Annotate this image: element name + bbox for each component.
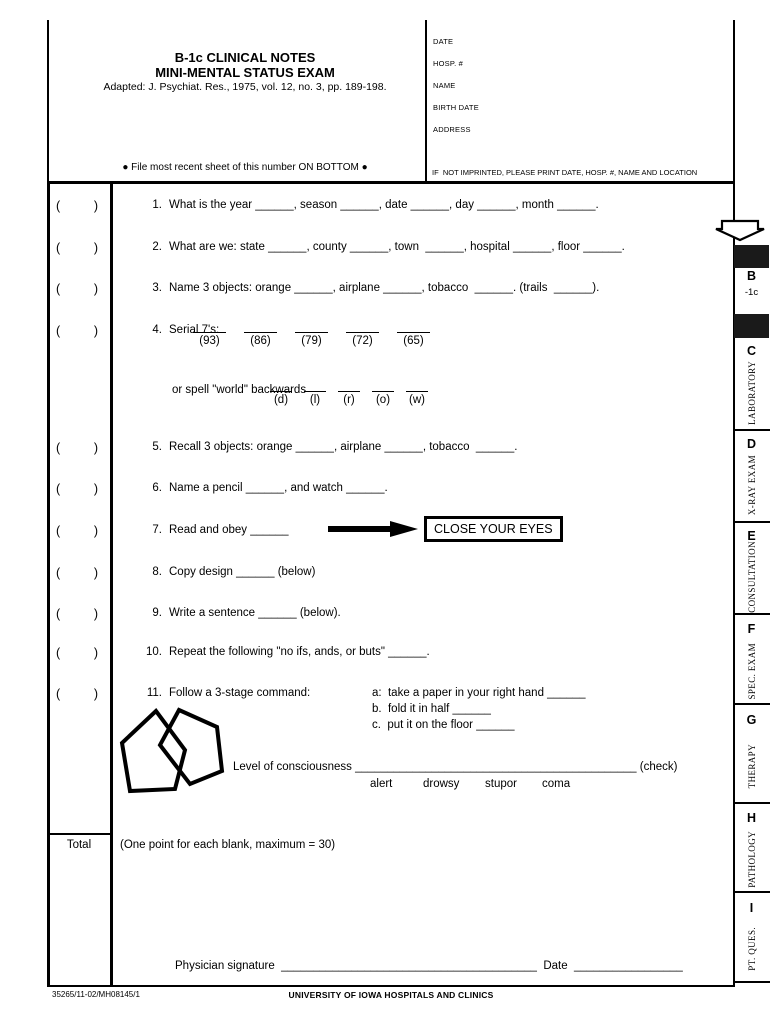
form-title-line2: MINI-MENTAL STATUS EXAM xyxy=(155,65,335,80)
question-1: 1. What is the year ______, season ______, date ______, day ______, month ______. xyxy=(152,199,599,211)
tab-e-label: CONSULTATION xyxy=(746,541,757,613)
total-box-top-rule xyxy=(47,833,113,835)
question-10: 10. Repeat the following "no ifs, ands, or buts" ______. xyxy=(146,646,430,658)
date-label: Date xyxy=(543,960,568,972)
world-blank-o[interactable]: (o) xyxy=(372,391,394,406)
right-arrow-icon xyxy=(328,520,420,538)
question-5: 5. Recall 3 objects: orange ______, airplane ______, tobacco ______. xyxy=(152,441,518,453)
score-field-q5[interactable]: ( ) xyxy=(56,441,98,455)
option-alert[interactable]: alert xyxy=(370,778,393,790)
score-field-q3[interactable]: ( ) xyxy=(56,282,98,296)
score-field-q11[interactable]: ( ) xyxy=(56,687,98,701)
world-blank-w[interactable]: (w) xyxy=(406,391,428,406)
world-blank-l[interactable]: (l) xyxy=(304,391,326,406)
question-7: 7. Read and obey ______ xyxy=(152,524,289,536)
down-arrow-icon xyxy=(715,219,765,242)
imprint-label-birthdate: BIRTH DATE xyxy=(433,103,479,112)
tab-d-label: X-RAY EXAM xyxy=(746,454,757,516)
main-top-border xyxy=(47,181,735,184)
tab-black-block-bottom xyxy=(734,314,769,338)
tab-f-label: SPEC. EXAM xyxy=(746,642,757,700)
consciousness-blank[interactable]: ____________________________________________ xyxy=(355,761,637,773)
question-2: 2. What are we: state ______, county ______, town ______, hospital ______, floor ______. xyxy=(152,241,625,253)
imprint-note: IF NOT IMPRINTED, PLEASE PRINT DATE, HOSP. #, NAME AND LOCATION xyxy=(432,168,698,177)
question-6: 6. Name a pencil ______, and watch ______. xyxy=(152,482,388,494)
tab-g-label: THERAPY xyxy=(746,743,757,789)
form-title-line1: B-1c CLINICAL NOTES xyxy=(174,50,316,65)
world-blank-d[interactable]: (d) xyxy=(270,391,292,406)
overlapping-pentagons-design xyxy=(118,701,228,801)
score-field-q9[interactable]: ( ) xyxy=(56,607,98,621)
total-note: (One point for each blank, maximum = 30) xyxy=(120,839,336,851)
question-11c: c. put it on the floor ______ xyxy=(372,719,515,731)
world-blank-r[interactable]: (r) xyxy=(338,391,360,406)
tab-b-letter[interactable]: B xyxy=(746,269,757,283)
form-number: 35265/11-02/MH08145/1 xyxy=(52,990,140,999)
tab-separator xyxy=(733,981,770,983)
serial-blank-93[interactable]: (93) xyxy=(193,332,226,347)
tab-h-label: PATHOLOGY xyxy=(746,830,757,888)
tab-c-label: LABORATORY xyxy=(746,361,757,425)
main-left-border xyxy=(47,181,50,987)
imprint-label-hosp: HOSP. # xyxy=(433,59,464,68)
serial-blank-86[interactable]: (86) xyxy=(244,332,277,347)
check-label: (check) xyxy=(639,761,678,773)
serial-blank-79[interactable]: (79) xyxy=(295,332,328,347)
score-field-q7[interactable]: ( ) xyxy=(56,524,98,538)
score-field-q6[interactable]: ( ) xyxy=(56,482,98,496)
physician-signature-label: Physician signature xyxy=(175,960,275,972)
date-blank[interactable]: _________________ xyxy=(574,960,683,972)
tab-d-letter[interactable]: D xyxy=(746,437,757,451)
physician-signature-blank[interactable]: ________________________________________ xyxy=(281,960,537,972)
tab-separator xyxy=(733,802,770,804)
question-8: 8. Copy design ______ (below) xyxy=(152,566,316,578)
option-drowsy[interactable]: drowsy xyxy=(423,778,460,790)
score-field-q1[interactable]: ( ) xyxy=(56,199,98,213)
tab-separator xyxy=(733,703,770,705)
consciousness-label: Level of consciousness xyxy=(233,761,352,773)
tab-separator xyxy=(733,429,770,431)
question-11b: b. fold it in half ______ xyxy=(372,703,491,715)
header-left-rule xyxy=(47,20,49,181)
spell-world-label: or spell "world" backwards xyxy=(172,384,307,396)
score-field-q2[interactable]: ( ) xyxy=(56,241,98,255)
serial-sevens-blanks xyxy=(193,332,430,347)
tab-black-block-top xyxy=(734,245,769,268)
tab-i-letter[interactable]: I xyxy=(749,901,754,915)
main-bottom-border xyxy=(47,985,735,987)
imprint-label-name: NAME xyxy=(433,81,456,90)
tab-c-letter[interactable]: C xyxy=(746,344,757,358)
score-field-q4[interactable]: ( ) xyxy=(56,324,98,338)
imprint-label-date: DATE xyxy=(433,37,454,46)
tab-i-label: PT. QUES. xyxy=(746,927,757,971)
question-11: 11. Follow a 3-stage command: xyxy=(146,687,311,699)
organization-name: UNIVERSITY OF IOWA HOSPITALS AND CLINICS xyxy=(288,990,494,1000)
question-9: 9. Write a sentence ______ (below). xyxy=(152,607,341,619)
tab-separator xyxy=(733,891,770,893)
tab-separator xyxy=(733,613,770,615)
file-note: ● File most recent sheet of this number ON BOTTOM ● xyxy=(122,162,368,173)
tab-e-letter[interactable]: E xyxy=(747,529,756,543)
signature-row xyxy=(175,960,683,972)
tab-b-sub: -1c xyxy=(744,287,759,298)
tab-h-letter[interactable]: H xyxy=(746,811,757,825)
consciousness-row xyxy=(233,761,677,773)
imprint-label-address: ADDRESS xyxy=(433,125,471,134)
question-11a: a: take a paper in your right hand ______ xyxy=(372,687,586,699)
tab-separator xyxy=(733,521,770,523)
world-backwards-blanks xyxy=(270,391,428,406)
close-your-eyes-box: CLOSE YOUR EYES xyxy=(424,516,563,542)
serial-blank-72[interactable]: (72) xyxy=(346,332,379,347)
option-stupor[interactable]: stupor xyxy=(485,778,517,790)
question-3: 3. Name 3 objects: orange ______, airplane ______, tobacco ______. (trails ______). xyxy=(152,282,600,294)
score-field-q8[interactable]: ( ) xyxy=(56,566,98,580)
option-coma[interactable]: coma xyxy=(542,778,571,790)
tab-g-letter[interactable]: G xyxy=(746,713,757,727)
serial-blank-65[interactable]: (65) xyxy=(397,332,430,347)
score-column-divider xyxy=(110,181,113,987)
form-citation: Adapted: J. Psychiat. Res., 1975, vol. 12, no. 3, pp. 189-198. xyxy=(103,81,387,93)
question-4: 4. Serial 7's: xyxy=(152,324,220,336)
score-field-q10[interactable]: ( ) xyxy=(56,646,98,660)
tab-f-letter[interactable]: F xyxy=(747,622,756,636)
total-label: Total xyxy=(66,839,92,851)
imprint-box-left-rule xyxy=(425,20,427,181)
